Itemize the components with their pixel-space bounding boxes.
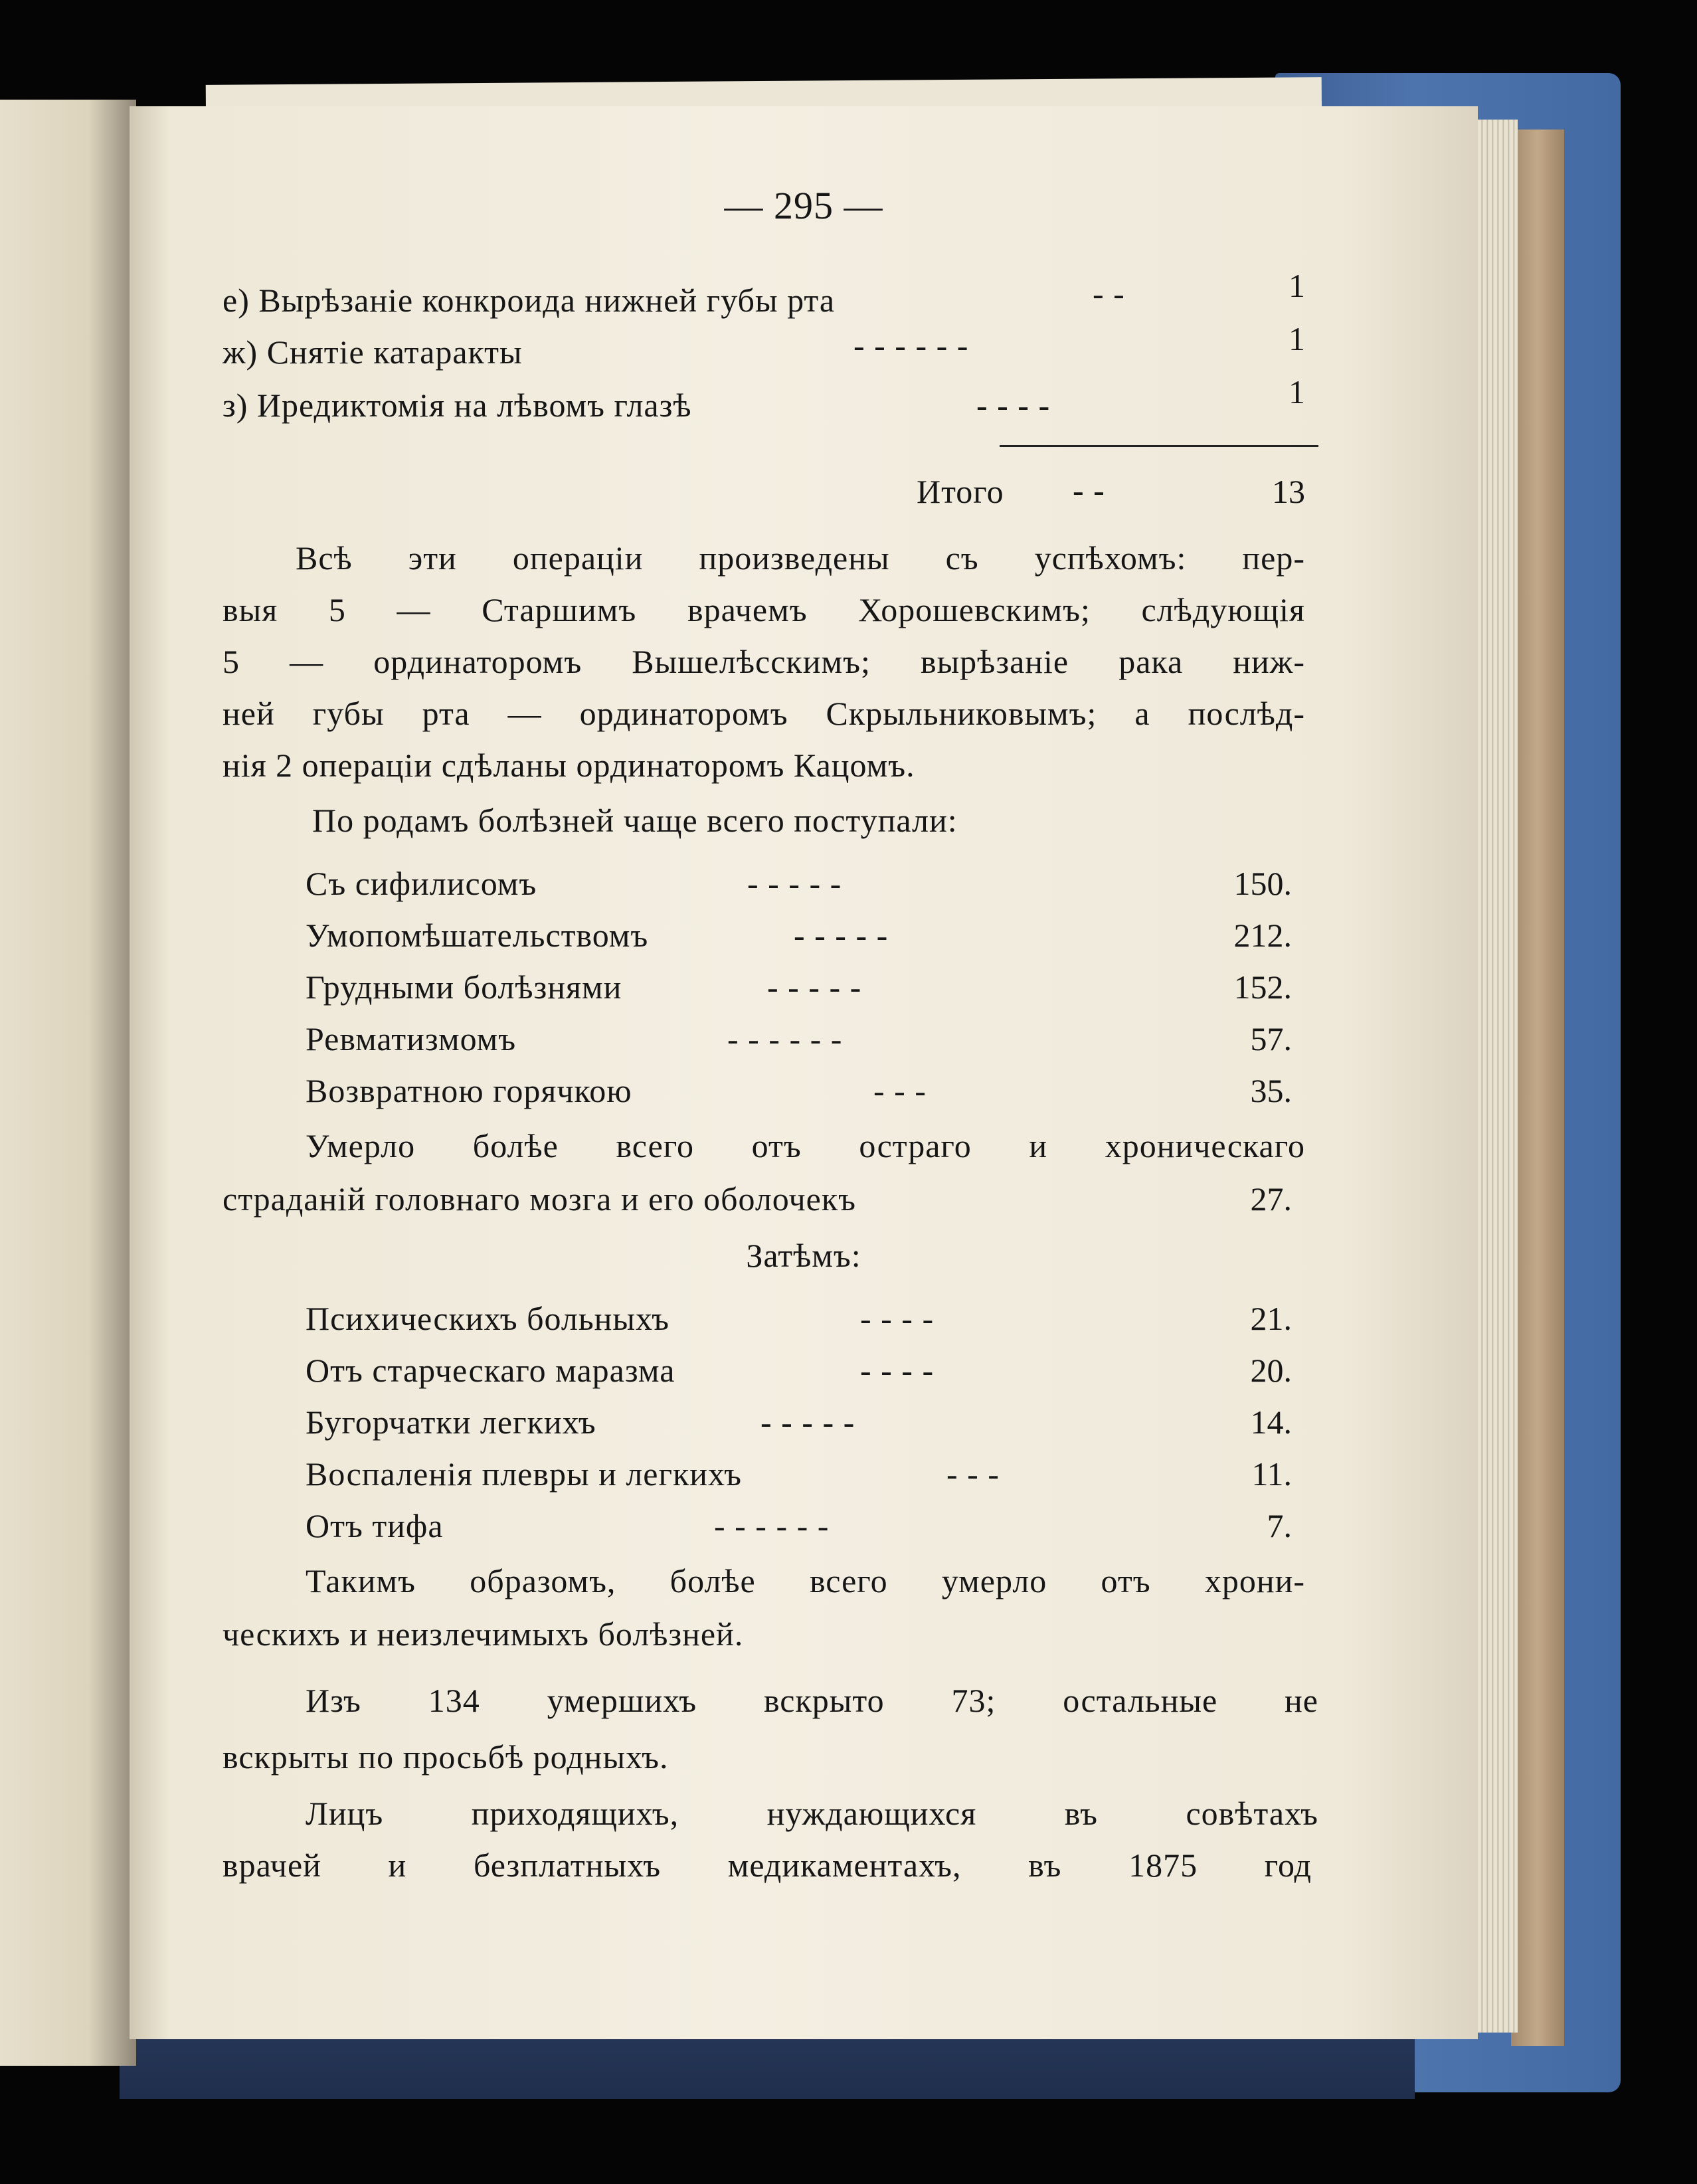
death-cause-label: Бугорчатки легкихъ xyxy=(306,1404,596,1441)
paragraph-line: вскрыты по просьбѣ родныхъ. xyxy=(223,1738,669,1775)
operation-dashes: - - xyxy=(1093,275,1125,312)
disease-label: Грудными болѣзнями xyxy=(306,968,622,1006)
death-cause-dashes: - - - - xyxy=(860,1300,935,1337)
paragraph-line: Всѣ эти операціи произведены съ успѣхомъ: пер- xyxy=(296,539,1305,577)
death-cause-label: Психическихъ больныхъ xyxy=(306,1300,670,1337)
death-cause-value: 11. xyxy=(1251,1455,1292,1493)
death-cause-label: Отъ тифа xyxy=(306,1507,444,1544)
death-cause-value: 7. xyxy=(1267,1507,1292,1544)
total-dashes: - - xyxy=(1073,472,1105,509)
disease-dashes: - - - - - - xyxy=(727,1020,843,1057)
paragraph-line: ней губы рта — ординаторомъ Скрыльниковымъ; а послѣд- xyxy=(223,695,1305,732)
paragraph-line: выя 5 — Старшимъ врачемъ Хорошевскимъ; слѣдующія xyxy=(223,591,1305,628)
death-cause-value: 20. xyxy=(1250,1352,1292,1389)
paragraph-line: врачей и безплатныхъ медикаментахъ, въ 1875 год xyxy=(223,1847,1312,1884)
paragraph-line: Изъ 134 умершихъ вскрыто 73; остальные не xyxy=(306,1682,1318,1719)
death-cause-value: 14. xyxy=(1250,1404,1292,1441)
total-label: Итого xyxy=(917,473,1004,510)
death-cause-dashes: - - - - - xyxy=(760,1404,855,1441)
paragraph-line: ческихъ и неизлечимыхъ болѣзней. xyxy=(223,1615,744,1653)
operation-count: 1 xyxy=(1289,373,1305,410)
death-cause-dashes: - - - - xyxy=(860,1352,935,1389)
disease-dashes: - - - - - xyxy=(794,917,889,954)
operation-line: е) Вырѣзаніе конкроида нижней губы рта xyxy=(223,282,836,319)
disease-value: 152. xyxy=(1233,968,1292,1006)
page-295 xyxy=(130,106,1478,2039)
death-intro-line: Умерло болѣе всего отъ остраго и хроническаго xyxy=(306,1127,1305,1164)
death-cause-value: 21. xyxy=(1250,1300,1292,1337)
total-value: 13 xyxy=(1272,473,1305,510)
disease-label: Умопомѣшательствомъ xyxy=(306,917,649,954)
inner-board-edge xyxy=(1511,130,1564,2046)
disease-value: 212. xyxy=(1233,917,1292,954)
disease-label: Возвратною горячкою xyxy=(306,1072,632,1109)
operation-dashes: - - - - xyxy=(976,387,1051,424)
disease-value: 35. xyxy=(1250,1072,1292,1109)
disease-dashes: - - - - - xyxy=(767,968,862,1006)
disease-dashes: - - - xyxy=(873,1072,927,1109)
operation-line: з) Иредиктомія на лѣвомъ глазѣ xyxy=(223,387,692,424)
disease-label: Съ сифилисомъ xyxy=(306,865,537,902)
operation-count: 1 xyxy=(1289,267,1305,304)
then-heading: Затѣмъ: xyxy=(746,1237,861,1274)
operation-count: 1 xyxy=(1289,320,1305,357)
paragraph-line: Такимъ образомъ, болѣе всего умерло отъ хрони- xyxy=(306,1562,1305,1599)
death-cause-dashes: - - - xyxy=(946,1455,1000,1493)
death-cause-label: Отъ старческаго маразма xyxy=(306,1352,675,1389)
paragraph-line: нія 2 операціи сдѣланы ординаторомъ Кацомъ. xyxy=(223,747,915,784)
facing-page-left xyxy=(0,100,136,2066)
total-rule xyxy=(1000,445,1318,447)
disease-value: 150. xyxy=(1233,865,1292,902)
death-brain-value: 27. xyxy=(1250,1180,1292,1218)
page-number: — 295 — xyxy=(724,184,883,227)
death-cause-label: Воспаленія плевры и легкихъ xyxy=(306,1455,742,1493)
operation-dashes: - - - - - - xyxy=(853,327,969,364)
death-cause-dashes: - - - - - - xyxy=(714,1507,830,1544)
paragraph-line: Лицъ приходящихъ, нуждающихся въ совѣтахъ xyxy=(306,1795,1318,1832)
operation-line: ж) Снятіе катаракты xyxy=(223,333,523,371)
death-intro-line: страданій головнаго мозга и его оболочекъ xyxy=(223,1180,856,1218)
paragraph-line: 5 — ординаторомъ Вышелѣсскимъ; вырѣзаніе рака ниж- xyxy=(223,643,1305,680)
diseases-intro: По родамъ болѣзней чаще всего поступали: xyxy=(312,802,958,839)
disease-dashes: - - - - - xyxy=(747,865,842,902)
disease-label: Ревматизмомъ xyxy=(306,1020,517,1057)
disease-value: 57. xyxy=(1250,1020,1292,1057)
